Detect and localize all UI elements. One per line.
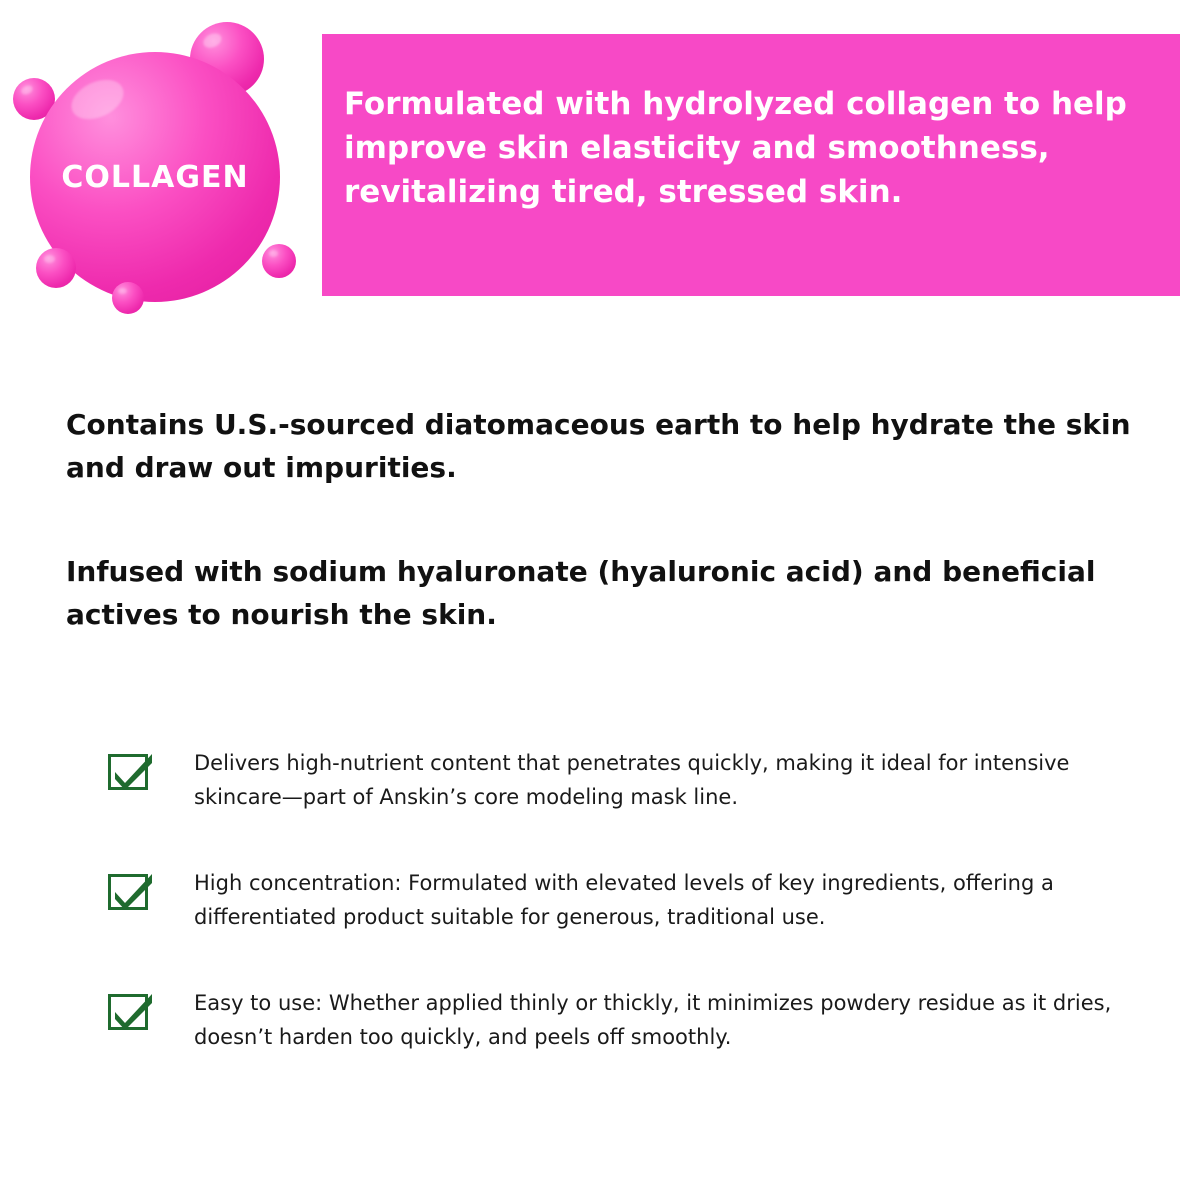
body-paragraph-1: Contains U.S.-sourced diatomaceous earth to help hydrate the skin and draw out impurities. bbox=[66, 408, 1131, 484]
list-item-label: Delivers high-nutrient content that penetrates quickly, making it ideal for intensive skincare—part of Anskin’s core modeling mask line. bbox=[194, 751, 1070, 810]
list-item bbox=[108, 866, 1128, 934]
body-paragraph-2: Infused with sodium hyaluronate (hyaluronic acid) and beneficial actives to nourish the skin. bbox=[66, 555, 1096, 631]
list-item-label: Easy to use: Whether applied thinly or thickly, it minimizes powdery residue as it dries, doesn’t harden too quickly, and peels off smoothly. bbox=[194, 991, 1112, 1050]
collagen-badge-label: COLLAGEN bbox=[61, 160, 249, 195]
bubble-small-bottom-right-icon bbox=[262, 244, 296, 278]
bubble-small-bottom-left-icon bbox=[36, 248, 76, 288]
list-item bbox=[108, 746, 1128, 814]
feature-list bbox=[108, 746, 1128, 1106]
hero-banner-text: Formulated with hydrolyzed collagen to help improve skin elasticity and smoothness, revitalizing tired, stressed skin. bbox=[344, 86, 1127, 211]
check-icon bbox=[108, 992, 154, 1032]
check-icon bbox=[108, 752, 154, 792]
list-item-label: High concentration: Formulated with elevated levels of key ingredients, offering a differentiated product suitable for generous, traditional use. bbox=[194, 871, 1054, 930]
bubble-small-bottom-icon bbox=[112, 282, 144, 314]
check-icon bbox=[108, 872, 154, 912]
body-paragraphs bbox=[66, 404, 1146, 698]
hero-banner bbox=[322, 34, 1180, 296]
list-item bbox=[108, 986, 1128, 1054]
hero-section bbox=[0, 0, 1200, 330]
collagen-bubble-graphic bbox=[0, 0, 320, 330]
